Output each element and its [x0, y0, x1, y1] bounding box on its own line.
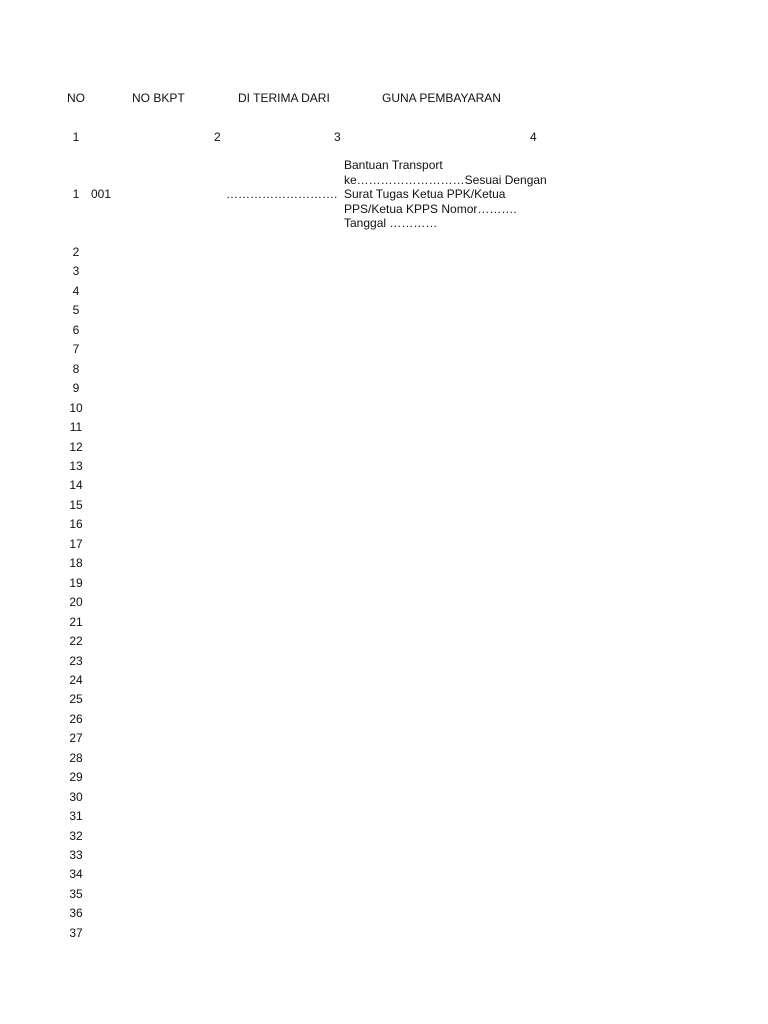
row-number: 20	[69, 595, 83, 610]
row-number: 35	[69, 886, 83, 901]
row-number: 3	[72, 264, 80, 279]
row-number: 34	[69, 867, 83, 882]
guna-pembayaran-line: Tanggal …………	[344, 216, 438, 231]
row-number: 11	[69, 420, 83, 434]
row-number: 21	[69, 614, 83, 629]
row-number: 25	[69, 692, 83, 707]
row-number: 13	[69, 458, 83, 473]
row-number: 32	[69, 828, 83, 843]
header-di-terima-dari: DI TERIMA DARI	[238, 91, 330, 105]
row-number: 6	[72, 322, 80, 337]
row-number: 15	[69, 497, 83, 512]
row-number: 10	[69, 400, 83, 415]
row-number: 12	[69, 439, 83, 454]
row-number: 16	[69, 517, 83, 532]
row-number: 7	[72, 342, 80, 357]
row-number: 4	[72, 283, 80, 298]
column-number-2: 2	[214, 130, 221, 144]
guna-pembayaran-line: ke………………………Sesuai Dengan	[344, 172, 547, 187]
row-number: 9	[72, 381, 80, 396]
header-guna-pembayaran: GUNA PEMBAYARAN	[382, 91, 501, 105]
guna-pembayaran-line: Bantuan Transport	[344, 158, 443, 172]
row-number: 37	[69, 925, 83, 940]
row-1-di-terima-dari: ……………………….	[226, 187, 338, 201]
header-no: NO	[67, 91, 85, 105]
row-number: 26	[69, 711, 83, 726]
row-number: 19	[69, 575, 83, 590]
row-number: 27	[69, 731, 83, 746]
row-number: 17	[69, 536, 83, 551]
header-no-bkpt: NO BKPT	[132, 91, 185, 105]
guna-pembayaran-line: Surat Tugas Ketua PPK/Ketua	[344, 187, 506, 202]
row-number: 14	[69, 478, 83, 493]
row-number: 29	[69, 770, 83, 785]
row-number: 23	[69, 653, 83, 668]
row-1-guna-pembayaran	[344, 158, 547, 231]
row-number: 31	[69, 809, 83, 823]
column-number-3: 3	[334, 130, 341, 144]
row-number: 2	[72, 245, 80, 259]
row-number: 24	[69, 672, 83, 687]
column-number-4: 4	[530, 130, 537, 144]
column-number-1: 1	[72, 130, 80, 144]
row-number: 33	[69, 847, 83, 862]
row-number: 8	[72, 361, 80, 376]
row-number: 30	[69, 789, 83, 804]
row-number: 22	[69, 634, 83, 648]
guna-pembayaran-line: PPS/Ketua KPPS Nomor……….	[344, 201, 517, 216]
row-number: 36	[69, 906, 83, 921]
row-1-no: 1	[72, 187, 80, 201]
row-number: 18	[69, 556, 83, 571]
row-number: 28	[69, 750, 83, 765]
row-1-no-bkpt: 001	[91, 187, 112, 201]
row-number: 5	[72, 303, 80, 318]
